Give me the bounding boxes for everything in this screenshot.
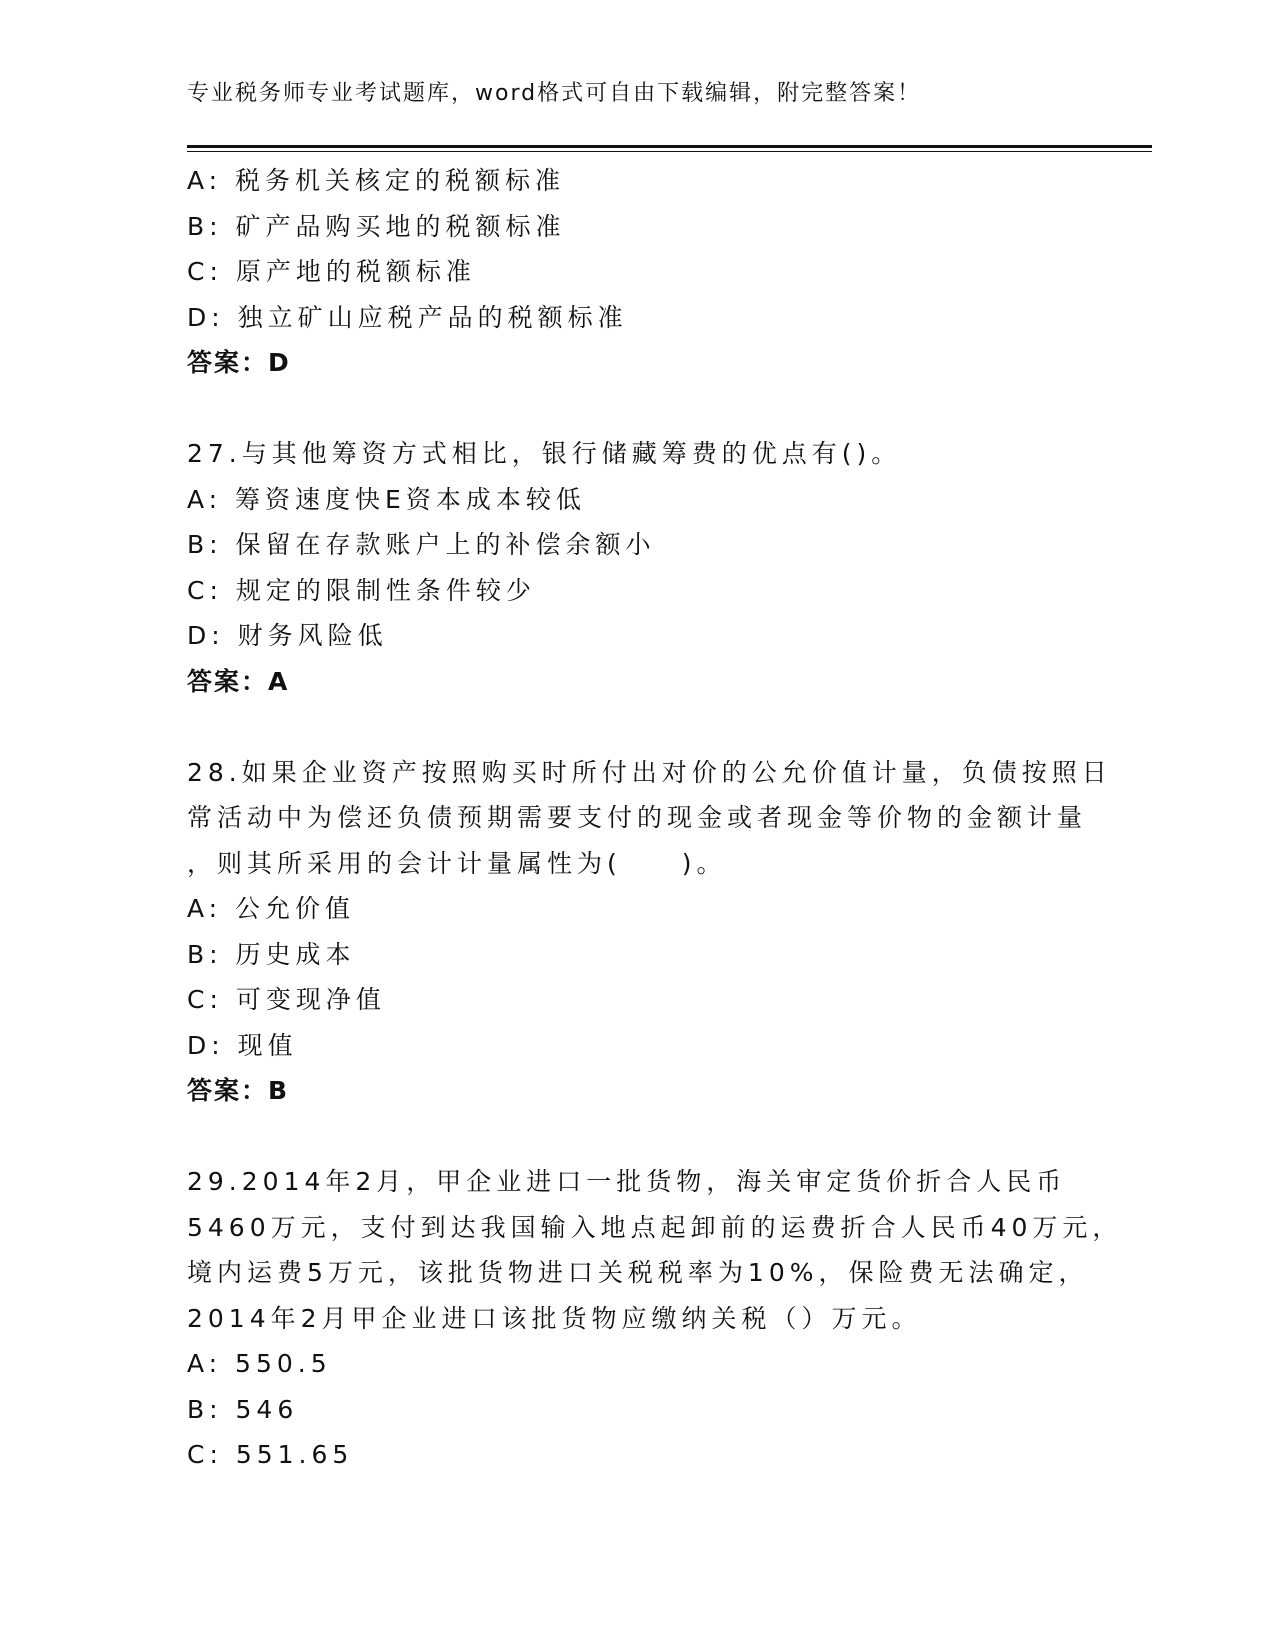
- answer: 答案：B: [187, 1076, 290, 1105]
- option-a: A: 税务机关核定的税额标准: [187, 166, 566, 195]
- question-stem-line: ，则其所采用的会计计量属性为( )。: [187, 848, 727, 878]
- option-c: C: 规定的限制性条件较少: [187, 575, 536, 605]
- page-header: 专业税务师专业考试题库，word格式可自由下载编辑，附完整答案！: [187, 81, 922, 106]
- option-b: B: 保留在存款账户上的补偿余额小: [187, 530, 656, 559]
- option-d: D: 财务风险低: [187, 621, 388, 650]
- option-a: A: 550.5: [187, 1349, 332, 1378]
- question-content: [187, 158, 1123, 1478]
- question-stem: 27.与其他筹资方式相比，银行储藏筹费的优点有()。: [187, 439, 902, 468]
- spacer: [187, 704, 1087, 750]
- option-c: C: 原产地的税额标准: [187, 257, 476, 286]
- question-27: [187, 431, 1087, 704]
- answer: 答案：A: [187, 666, 290, 696]
- option-a: A: 筹资速度快E资本成本较低: [187, 484, 586, 514]
- option-a: A: 公允价值: [187, 894, 356, 923]
- question-28: [187, 750, 1112, 1114]
- option-c: C: 可变现净值: [187, 985, 386, 1014]
- header-rule-thick: [187, 145, 1152, 148]
- option-b: B: 矿产品购买地的税额标准: [187, 211, 566, 241]
- option-c: C: 551.65: [187, 1440, 354, 1469]
- question-stem-line: 常活动中为偿还负债预期需要支付的现金或者现金等价物的金额计量: [187, 803, 1088, 832]
- question-stem-line: 境内运费5万元，该批货物进口关税税率为10%，保险费无法确定，: [187, 1258, 1089, 1287]
- spacer: [187, 386, 1087, 432]
- header-rule-thin: [187, 151, 1152, 152]
- question-stem-line: 5460万元，支付到达我国输入地点起卸前的运费折合人民币40万元，: [187, 1212, 1123, 1242]
- option-b: B: 历史成本: [187, 939, 356, 969]
- question-stem-line: 28.如果企业资产按照购买时所付出对价的公允价值计量，负债按照日: [187, 757, 1112, 787]
- question-stem-line: 29.2014年2月，甲企业进口一批货物，海关审定货价折合人民币: [187, 1167, 1067, 1196]
- answer: 答案：D: [187, 348, 291, 377]
- option-d: D: 独立矿山应税产品的税额标准: [187, 302, 628, 332]
- question-29: [187, 1159, 1123, 1478]
- question-stem-line: 2014年2月甲企业进口该批货物应缴纳关税（）万元。: [187, 1303, 922, 1333]
- option-b: B: 546: [187, 1394, 299, 1424]
- option-d: D: 现值: [187, 1030, 298, 1060]
- question-26: [187, 158, 1087, 386]
- spacer: [187, 1114, 1087, 1160]
